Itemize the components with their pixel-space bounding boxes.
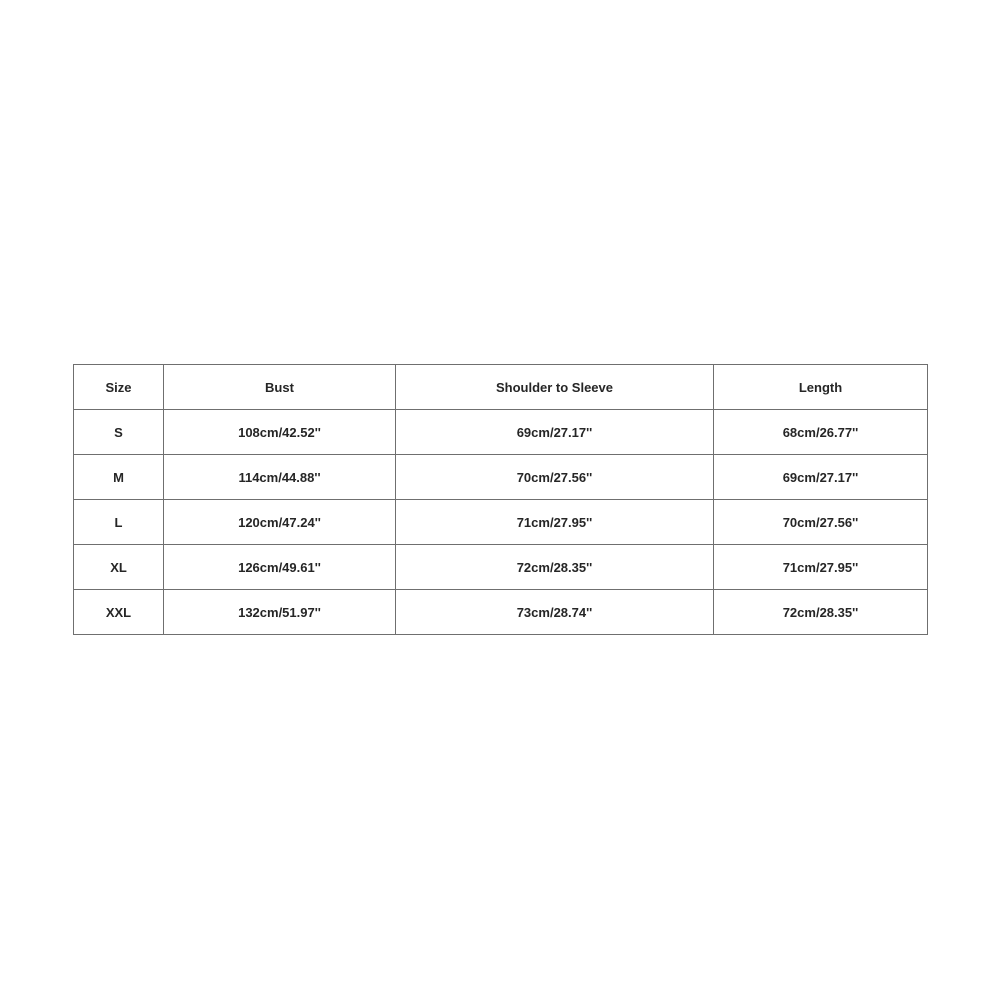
cell-length: 69cm/27.17'' (714, 455, 928, 500)
cell-size: M (74, 455, 164, 500)
header-row (74, 365, 928, 410)
cell-length: 68cm/26.77'' (714, 410, 928, 455)
cell-size: XXL (74, 590, 164, 635)
cell-size: XL (74, 545, 164, 590)
cell-length: 71cm/27.95'' (714, 545, 928, 590)
header-length: Length (714, 365, 928, 410)
cell-shoulder-to-sleeve: 69cm/27.17'' (396, 410, 714, 455)
cell-shoulder-to-sleeve: 72cm/28.35'' (396, 545, 714, 590)
header-size: Size (74, 365, 164, 410)
cell-bust: 108cm/42.52'' (164, 410, 396, 455)
table-row (74, 590, 928, 635)
header-bust: Bust (164, 365, 396, 410)
table-row (74, 410, 928, 455)
table-row (74, 545, 928, 590)
header-shoulder-to-sleeve: Shoulder to Sleeve (396, 365, 714, 410)
cell-length: 70cm/27.56'' (714, 500, 928, 545)
size-chart-table (73, 364, 928, 635)
cell-bust: 120cm/47.24'' (164, 500, 396, 545)
cell-shoulder-to-sleeve: 71cm/27.95'' (396, 500, 714, 545)
table-row (74, 455, 928, 500)
cell-bust: 126cm/49.61'' (164, 545, 396, 590)
cell-bust: 114cm/44.88'' (164, 455, 396, 500)
cell-size: L (74, 500, 164, 545)
cell-length: 72cm/28.35'' (714, 590, 928, 635)
cell-shoulder-to-sleeve: 73cm/28.74'' (396, 590, 714, 635)
table-row (74, 500, 928, 545)
cell-shoulder-to-sleeve: 70cm/27.56'' (396, 455, 714, 500)
cell-bust: 132cm/51.97'' (164, 590, 396, 635)
cell-size: S (74, 410, 164, 455)
